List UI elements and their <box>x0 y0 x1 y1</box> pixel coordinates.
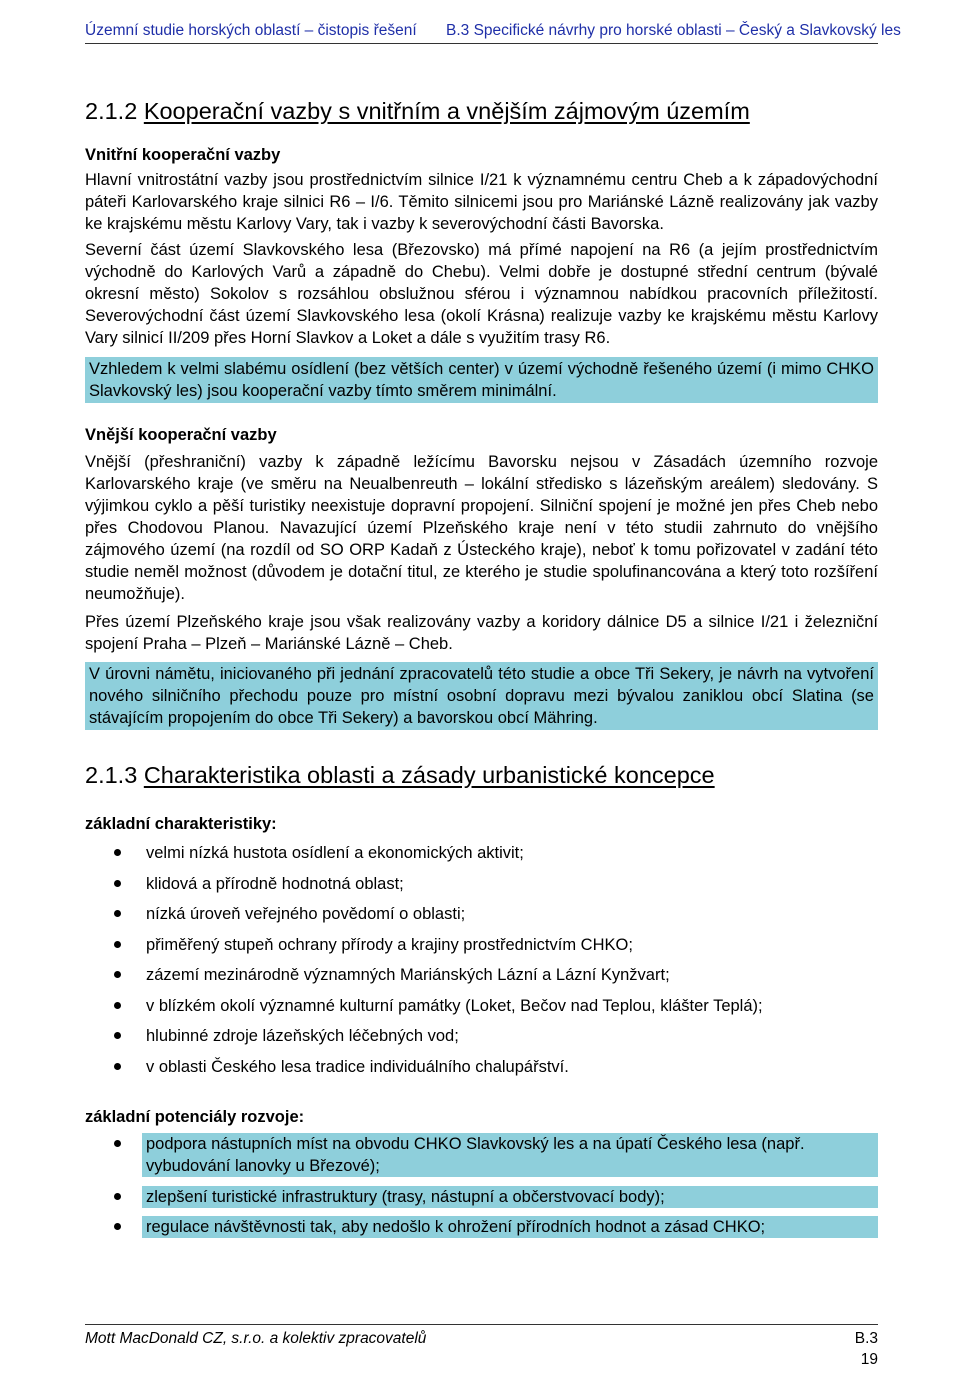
subheading-internal: Vnitřní kooperační vazby <box>85 146 281 164</box>
subheading-external: Vnější kooperační vazby <box>85 426 277 444</box>
bullet-icon <box>114 1002 121 1009</box>
footer-part: B.3 <box>854 1330 878 1347</box>
bullet-icon <box>114 1223 121 1230</box>
list-item: klidová a přírodně hodnotná oblast; <box>85 873 878 895</box>
section-heading-2-1-2 <box>85 96 878 126</box>
section-title: Kooperační vazby s vnitřním a vnějším zájmovým územím <box>143 98 750 124</box>
running-header-left: Územní studie horských oblastí – čistopis řešení <box>85 22 417 39</box>
list-item: v oblasti Českého lesa tradice individuálního chalupářství. <box>85 1056 878 1078</box>
page-content <box>85 96 878 1247</box>
paragraph-external-2: Přes území Plzeňského kraje jsou však realizovány vazby a koridory dálnice D5 a silnice I/21 i železniční spojení Praha – Plzeň – Mariánské Lázně – Cheb. <box>85 613 878 653</box>
list-item: přiměřený stupeň ochrany přírody a krajiny prostřednictvím CHKO; <box>85 934 878 956</box>
header-rule <box>85 43 878 44</box>
bullet-icon <box>114 1032 121 1039</box>
bullet-icon <box>114 971 121 978</box>
bullet-icon <box>114 1193 121 1200</box>
bullet-icon <box>114 941 121 948</box>
running-header-right: B.3 Specifické návrhy pro horské oblasti – Český a Slavkovský les <box>446 22 901 39</box>
section-heading-2-1-3 <box>85 760 878 790</box>
potentials-list <box>85 1133 878 1238</box>
list-item: nízká úroveň veřejného povědomí o oblasti; <box>85 903 878 925</box>
footer-author: Mott MacDonald CZ, s.r.o. a kolektiv zpracovatelů <box>85 1330 427 1347</box>
bullet-icon <box>114 910 121 917</box>
list-item: zlepšení turistické infrastruktury (trasy, nástupní a občerstvovací body); <box>85 1186 878 1208</box>
list-item: hlubinné zdroje lázeňských léčebných vod; <box>85 1025 878 1047</box>
section-number: 2.1.2 <box>85 98 138 124</box>
section-number: 2.1.3 <box>85 762 138 788</box>
paragraph-external-1: Vnější (přeshraniční) vazby k západně ležícímu Bavorsku nejsou v Zásadách územního rozvoje Karlovarského kraje (ve směru na Neualbenreuth – lokální středisko s lázeňským areálem) sledovány. S výjimkou cyklo a pěší turistiky neexistuje dopravní propojení. Silniční spojení je možné jen přes Cheb nebo přes Chodovou Planou. Navazující území Plzeňského kraje není v této studii zahrnuto do vnějšího zájmového území (na rozdíl od SO ORP Kadaň z Ústeckého kraje), neboť k tomu pořizovatel v zadání této studie neměl možnost (důvodem je dotační titul, ze kterého je studie spolufinancována a který toto rozšíření neumožňuje). <box>85 453 878 603</box>
section-title: Charakteristika oblasti a zásady urbanistické koncepce <box>143 762 715 788</box>
highlight-internal: Vzhledem k velmi slabému osídlení (bez větších center) v území východně řešeného území (i mimo CHKO Slavkovský les) jsou kooperační vazby tímto směrem minimální. <box>85 357 878 403</box>
paragraph-internal-2: Severní část území Slavkovského lesa (Březovsko) má přímé napojení na R6 (a jejím prostřednictvím východně do Karlových Varů a západně do Chebu). Velmi dobře je dostupné střední centrum (bývalé okresní město) Sokolov s rozsáhlou obslužnou sférou i významnou nabídkou pracovních příležitostí. Severovýchodní část území Slavkovského lesa (okolí Krásna) realizuje vazby ke krajskému městu Karlovy Vary silnicí II/209 přes Horní Slavkov a Loket a dále s využitím trasy R6. <box>85 241 878 347</box>
list-item: v blízkém okolí významné kulturní památky (Loket, Bečov nad Teplou, klášter Teplá); <box>85 995 878 1017</box>
subheading-potentials: základní potenciály rozvoje: <box>85 1108 305 1126</box>
footer-rule <box>85 1324 878 1325</box>
bullet-icon <box>114 1063 121 1070</box>
bullet-icon <box>114 1140 121 1147</box>
paragraph-internal-1: Hlavní vnitrostátní vazby jsou prostřednictvím silnice I/21 k významnému centru Cheb a k západovýchodní páteři Karlovarského kraje silnici R6 – I/6. Těmito silnicemi jsou pro Mariánské Lázně realizovány jak vazby ke krajskému městu Karlovy Vary, tak i vazby k severovýchodní části Bavorska. <box>85 171 878 233</box>
list-item: zázemí mezinárodně významných Mariánských Lázní a Lázní Kynžvart; <box>85 964 878 986</box>
highlight-external: V úrovni námětu, iniciovaného při jednání zpracovatelů této studie a obce Tři Sekery, je návrh na vytvoření nového silničního přechodu pouze pro místní osobní dopravu mezi bývalou zaniklou obcí Slatina (se stávajícím propojením do obce Tři Sekery) a bavorskou obcí Mähring. <box>85 662 878 730</box>
subheading-characteristics: základní charakteristiky: <box>85 815 277 833</box>
bullet-icon <box>114 880 121 887</box>
list-item: podpora nástupních míst na obvodu CHKO Slavkovský les a na úpatí Českého lesa (např. vybudování lanovky u Březové); <box>85 1133 878 1177</box>
list-item: regulace návštěvnosti tak, aby nedošlo k ohrožení přírodních hodnot a zásad CHKO; <box>85 1216 878 1238</box>
page-number: 19 <box>860 1351 878 1368</box>
characteristics-list <box>85 842 878 1078</box>
list-item: velmi nízká hustota osídlení a ekonomických aktivit; <box>85 842 878 864</box>
bullet-icon <box>114 849 121 856</box>
